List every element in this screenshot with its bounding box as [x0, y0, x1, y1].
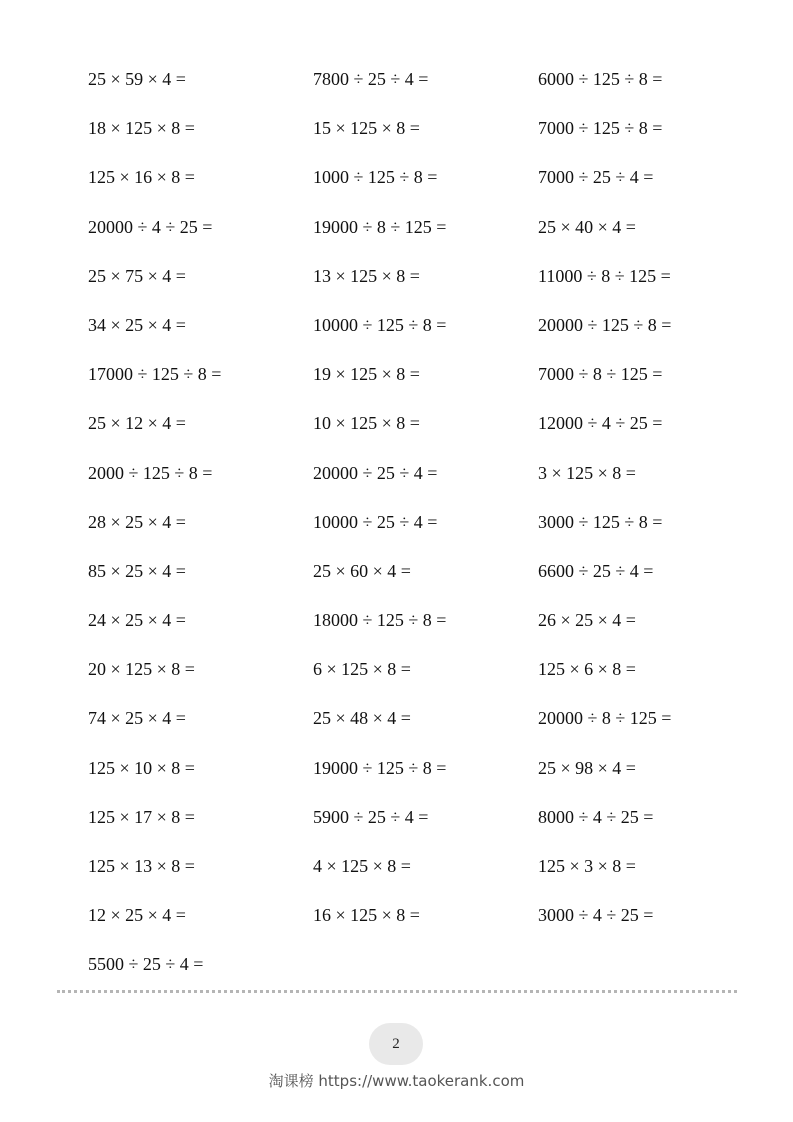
math-problem: 125 × 13 × 8 =: [88, 856, 195, 876]
math-problem: 7000 ÷ 25 ÷ 4 =: [538, 167, 654, 188]
math-problem: 19000 ÷ 8 ÷ 125 =: [313, 216, 447, 237]
math-problem: 25 × 12 × 4 =: [88, 413, 186, 434]
math-problem: 25 × 48 × 4 =: [313, 708, 411, 729]
problem-grid: [88, 55, 728, 990]
math-problem: 15 × 125 × 8 =: [313, 118, 420, 139]
math-problem: 10000 ÷ 25 ÷ 4 =: [313, 511, 438, 532]
math-problem: 74 × 25 × 4 =: [88, 708, 186, 729]
math-problem: 125 × 17 × 8 =: [88, 806, 195, 827]
math-problem: 25 × 75 × 4 =: [88, 265, 186, 286]
math-problem: 12000 ÷ 4 ÷ 25 =: [538, 413, 663, 434]
math-problem: 11000 ÷ 8 ÷ 125 =: [538, 265, 671, 286]
math-problem: 28 × 25 × 4 =: [88, 511, 186, 532]
math-problem: 3 × 125 × 8 =: [538, 462, 636, 483]
math-problem: 3000 ÷ 4 ÷ 25 =: [538, 905, 654, 926]
math-problem: 13 × 125 × 8 =: [313, 265, 420, 286]
math-problem: 8000 ÷ 4 ÷ 25 =: [538, 806, 654, 827]
math-problem: 2000 ÷ 125 ÷ 8 =: [88, 462, 213, 483]
math-problem: 6600 ÷ 25 ÷ 4 =: [538, 560, 654, 581]
math-problem: 10000 ÷ 125 ÷ 8 =: [313, 314, 447, 335]
math-problem: 125 × 3 × 8 =: [538, 856, 636, 876]
math-problem: 3000 ÷ 125 ÷ 8 =: [538, 511, 663, 532]
math-problem: 18 × 125 × 8 =: [88, 118, 195, 139]
math-problem: 12 × 25 × 4 =: [88, 905, 186, 926]
math-problem: 25 × 59 × 4 =: [88, 69, 186, 89]
math-problem: 5500 ÷ 25 ÷ 4 =: [88, 954, 204, 975]
math-problem: 125 × 6 × 8 =: [538, 659, 636, 680]
math-problem: 6000 ÷ 125 ÷ 8 =: [538, 69, 663, 89]
math-problem: 1000 ÷ 125 ÷ 8 =: [313, 167, 438, 188]
math-problem: 5900 ÷ 25 ÷ 4 =: [313, 806, 429, 827]
math-problem: 20 × 125 × 8 =: [88, 659, 195, 680]
math-problem: 125 × 16 × 8 =: [88, 167, 195, 188]
footer-source-link: 淘课榜 https://www.taokerank.com: [268, 1072, 525, 1090]
math-problem: 20000 ÷ 125 ÷ 8 =: [538, 314, 672, 335]
dotted-divider: [57, 990, 737, 993]
page-number-badge: 2: [369, 1023, 423, 1065]
math-problem: 20000 ÷ 4 ÷ 25 =: [88, 216, 213, 237]
math-problem: 20000 ÷ 25 ÷ 4 =: [313, 462, 438, 483]
math-problem: 25 × 40 × 4 =: [538, 216, 636, 237]
math-problem: 4 × 125 × 8 =: [313, 856, 411, 876]
math-problem: 125 × 10 × 8 =: [88, 757, 195, 778]
math-problem: 26 × 25 × 4 =: [538, 610, 636, 631]
math-problem: 19000 ÷ 125 ÷ 8 =: [313, 757, 447, 778]
math-problem: 7000 ÷ 125 ÷ 8 =: [538, 118, 663, 139]
math-problem: 7800 ÷ 25 ÷ 4 =: [313, 69, 429, 89]
math-problem: 25 × 98 × 4 =: [538, 757, 636, 778]
math-problem: 20000 ÷ 8 ÷ 125 =: [538, 708, 672, 729]
math-problem: 6 × 125 × 8 =: [313, 659, 411, 680]
math-problem: 24 × 25 × 4 =: [88, 610, 186, 631]
math-problem: 10 × 125 × 8 =: [313, 413, 420, 434]
math-problem: 17000 ÷ 125 ÷ 8 =: [88, 364, 222, 385]
math-problem: 18000 ÷ 125 ÷ 8 =: [313, 610, 447, 631]
math-problem: 19 × 125 × 8 =: [313, 364, 420, 385]
math-problem: 25 × 60 × 4 =: [313, 560, 411, 581]
math-problem: 34 × 25 × 4 =: [88, 314, 186, 335]
math-problem: 16 × 125 × 8 =: [313, 905, 420, 926]
math-problem: 85 × 25 × 4 =: [88, 560, 186, 581]
math-problem: 7000 ÷ 8 ÷ 125 =: [538, 364, 663, 385]
